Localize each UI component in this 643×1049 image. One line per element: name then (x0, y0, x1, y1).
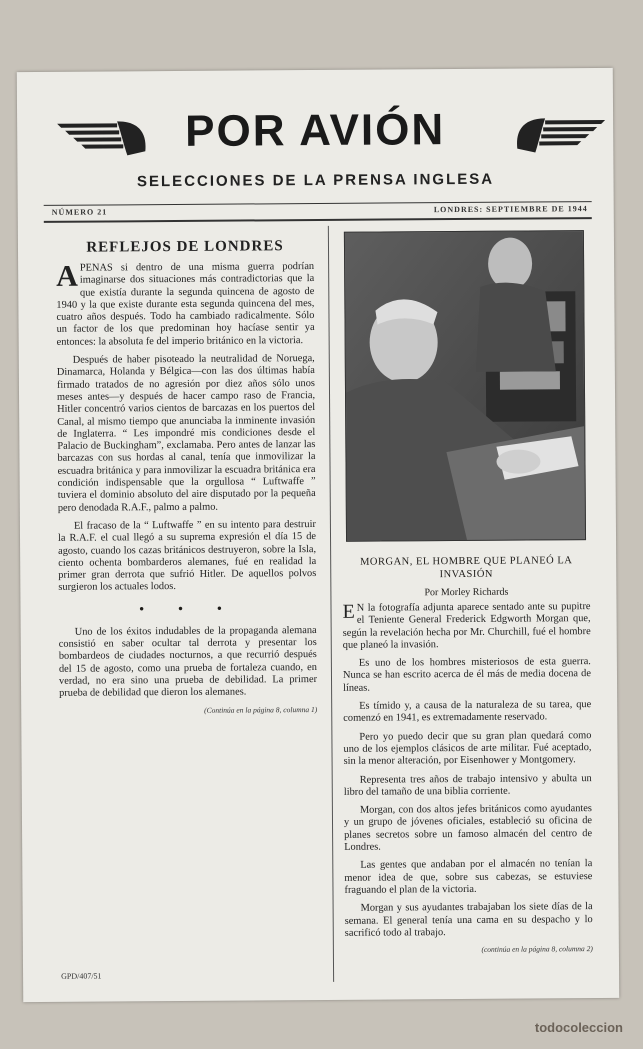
right-paragraph-6: Morgan, con dos altos jefes británicos como ayudantes y un grupo de jóvenes oficiales, estableció su oficina de planes secretos sobre un famoso almacén del centro de Londres. (343, 803, 593, 853)
byline: Por Morley Richards (424, 586, 509, 599)
issue-number: NÚMERO 21 (51, 207, 108, 217)
photo-image (345, 231, 585, 541)
left-column (56, 238, 317, 715)
dropcap: E (342, 600, 355, 623)
wings-emblem-right (513, 114, 605, 155)
left-paragraph-4: Uno de los éxitos indudables de la propaganda alemana consistió en saber ocultar tal derrota y presentar los bombardeos de ciudades nocturnos, a que recurrió después del 15 de agosto, como una prueba de fortaleza cuando, en verdad, no era sino una prueba de debilidad. La primer prueba de debilidad que dieron los alemanes. (58, 624, 318, 700)
right-paragraph-3: Es tímido y, a causa de la naturaleza de su tarea, que comenzó en 1941, es extremadamente reservado. (343, 699, 592, 725)
left-paragraph-2: Después de haber pisoteado la neutralidad de Noruega, Dinamarca, Holanda y Bélgica—con las dos últimas había firmado tratados de no agresión por diez años sólo unos meses antes—y después de hacer campo raso de Francia, Hitler concentró varios cientos de barcazas en los puertos del Canal, al mismo tiempo que anunciaba la inminente invasión de Inglaterra. “ Les impondré mis condiciones desde el Palacio de Buckingham”, exclamaba. Pero antes de lanzar las barcazas con sus hordas al canal, tenía que inmovilizar la escuadra británica y para inmovilizar la escuadra británica era condición indispensable que la orgullosa “ Luftwaffe ” tuviera el dominio absoluto del aire disputado por la pequeña pero denodada R.A.F., palmo a palmo. (56, 353, 316, 514)
right-column (340, 228, 593, 955)
left-paragraph-1: APENAS si dentro de una misma guerra podrían imaginarse dos situaciones más contradictorias que la que existía durante la segunda quincena de agosto de 1940 y la que existe durante esta segunda quincena del mes, cuatro años después. Todo ha cambiado radicalmente. Sólo un factor de los que predominan hoy hacíase sentir ya entonces: la absoluta fe del imperio británico en la victoria. (56, 259, 315, 348)
left-article-title: REFLEJOS DE LONDRES (86, 238, 284, 256)
left-paragraph-3: El fracaso de la “ Luftwaffe ” en su intento para destruir la R.A.F. el cual llegó a su suprema expresión el día 15 de agosto, cuando los cazas británicos destruyeron, sobre la Isla, ciento ochenta bombarderos alemanes, fué en realidad la primer gran derrota que sufrió Hitler. De aquellos polvos surgieron los actuales lodos. (57, 518, 317, 594)
masthead (17, 102, 613, 166)
masthead-subtitle: SELECCIONES DE LA PRENSA INGLESA (136, 170, 495, 191)
right-paragraph-8: Morgan y sus ayudantes trabajaban los siete días de la semana. El general tenía una cama en su despacho y lo sacrificó todo al trabajo. (344, 901, 593, 939)
masthead-title: POR AVIÓN (184, 105, 446, 156)
column-divider (328, 226, 334, 982)
left-continues-note: (Continúa en la página 8, columna 1) (204, 704, 318, 715)
photo-caption-title: MORGAN, EL HOMBRE QUE PLANEÓ LA INVASIÓN (360, 555, 573, 581)
print-code: GPD/407/51 (61, 971, 102, 981)
right-paragraph-5: Representa tres años de trabajo intensivo y abulta un libro del tamaño de una biblia corriente. (343, 772, 592, 798)
right-paragraph-4: Pero yo puedo decir que su gran plan quedará como uno de los ejemplos clásicos de arte militar. Fué aceptado, sin la menor alteración, por Eisenhower y Montgomery. (343, 729, 592, 768)
right-paragraph-1: E N la fotografía adjunta aparece sentado ante su pupitre el Teniente General Frederick Edgworth Morgan que, según la revelación hecha por Mr. Churchill, fué el hombre que planeó la invasión. (342, 600, 591, 651)
photo-morgan (344, 230, 586, 542)
section-separator: • • • (138, 601, 237, 616)
right-paragraph-2: Es uno de los hombres misteriosos de esta guerra. Nunca se han escrito acerca de él más de media docena de líneas. (342, 656, 592, 694)
issue-date: LONDRES: SEPTIEMBRE DE 1944 (433, 204, 588, 215)
dropcap: A (56, 259, 78, 293)
right-continues-note: (continúa en la página 8, columna 2) (481, 944, 593, 954)
newspaper-sheet (17, 68, 619, 1002)
right-paragraph-7: Las gentes que andaban por el almacén no tenían la menor idea de que, sobre sus cabezas, se estuviese fraguando el plan de la victoria. (344, 858, 593, 896)
watermark: todocoleccion (534, 1020, 623, 1035)
